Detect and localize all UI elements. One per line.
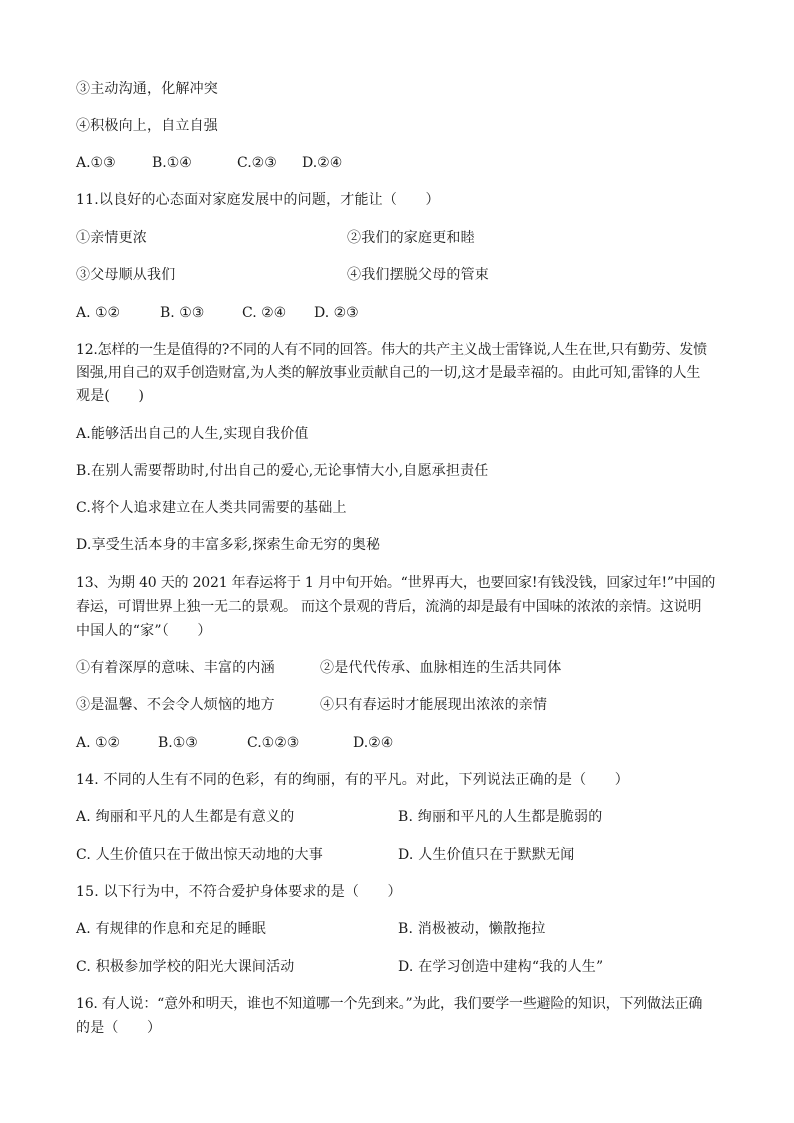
q11-choice-d: D. ②③ xyxy=(314,305,359,321)
q13-option-2: ②是代代传承、血脉相连的生活共同体 xyxy=(320,660,562,676)
q13-stem-line-2: 春运，可谓世界上独一无二的景观。 而这个景观的背后，流淌的却是最有中国味的浓浓的亲情。这说明 xyxy=(76,599,702,615)
q14-option-a: A. 绚丽和平凡的人生都是有意义的 xyxy=(76,809,295,825)
q13-choice-d: D.②④ xyxy=(353,735,394,751)
q13-choice-c: C.①②③ xyxy=(247,735,300,751)
q12-stem-line-1: 12.怎样的一生是值得的?不同的人有不同的回答。伟大的共产主义战士雷锋说,人生在世,只有勤劳、发愤 xyxy=(76,342,707,358)
q16-stem-line-1: 16. 有人说：“意外和明天，谁也不知道哪一个先到来。”为此，我们要学一些避险的知识，下列做法正确 xyxy=(76,996,703,1012)
q12-option-a: A.能够活出自己的人生,实现自我价值 xyxy=(76,426,309,442)
q10-choice-a: A.①③ xyxy=(76,155,116,171)
q11-option-2: ②我们的家庭更和睦 xyxy=(347,230,475,246)
q12-stem-line-3: 观是( ) xyxy=(76,388,145,404)
q11-choice-a: A. ①② xyxy=(76,305,121,321)
q10-choice-c: C.②③ xyxy=(237,155,277,171)
q12-option-c: C.将个人追求建立在人类共同需要的基础上 xyxy=(76,500,347,516)
q11-option-4: ④我们摆脱父母的管束 xyxy=(347,267,489,283)
q15-option-b: B. 消极被动，懒散拖拉 xyxy=(398,921,546,937)
q11-choice-c: C. ②④ xyxy=(242,305,287,321)
q11-option-1: ①亲情更浓 xyxy=(76,230,147,246)
q13-choice-b: B.①③ xyxy=(158,735,198,751)
q12-stem-line-2: 图强,用自己的双手创造财富,为人类的解放事业贡献自己的一切,这才是最幸福的。由此可知,雷锋的人生 xyxy=(76,365,701,381)
q11-stem: 11.以良好的心态面对家庭发展中的问题，才能让（ ） xyxy=(76,192,440,208)
q14-option-b: B. 绚丽和平凡的人生都是脆弱的 xyxy=(398,809,603,825)
q13-stem-line-1: 13、为期 40 天的 2021 年春运将于 1 月中旬开始。“世界再大，也要回家!有钱没钱，回家过年!”中国的 xyxy=(76,575,716,591)
q14-stem: 14. 不同的人生有不同的色彩，有的绚丽，有的平凡。对此，下列说法正确的是（ ） xyxy=(76,772,629,788)
q12-option-d: D.享受生活本身的丰富多彩,探索生命无穷的奥秘 xyxy=(76,537,381,553)
q13-option-3: ③是温馨、不会令人烦恼的地方 xyxy=(76,697,275,713)
q10-choice-d: D.②④ xyxy=(302,155,343,171)
q10-option-3: ③主动沟通，化解冲突 xyxy=(76,81,218,97)
q10-option-4: ④积极向上，自立自强 xyxy=(76,118,218,134)
q11-option-3: ③父母顺从我们 xyxy=(76,267,176,283)
q15-option-c: C. 积极参加学校的阳光大课间活动 xyxy=(76,959,295,975)
q15-option-a: A. 有规律的作息和充足的睡眠 xyxy=(76,921,267,937)
q16-stem-line-2: 的是（ ） xyxy=(76,1020,162,1036)
q13-option-1: ①有着深厚的意味、丰富的内涵 xyxy=(76,660,275,676)
q11-choice-b: B. ①③ xyxy=(160,305,205,321)
q13-choice-a: A. ①② xyxy=(76,735,121,751)
q15-stem: 15. 以下行为中，不符合爱护身体要求的是（ ） xyxy=(76,884,402,900)
q12-option-b: B.在别人需要帮助时,付出自己的爱心,无论事情大小,自愿承担责任 xyxy=(76,463,489,479)
q13-option-4: ④只有春运时才能展现出浓浓的亲情 xyxy=(320,697,548,713)
q13-stem-line-3: 中国人的“家”（ ） xyxy=(76,623,212,639)
q15-option-d: D. 在学习创造中建构“我的人生” xyxy=(398,959,604,975)
q14-option-c: C. 人生价值只在于做出惊天动地的大事 xyxy=(76,847,323,863)
q14-option-d: D. 人生价值只在于默默无闻 xyxy=(398,847,575,863)
q10-choice-b: B.①④ xyxy=(152,155,192,171)
